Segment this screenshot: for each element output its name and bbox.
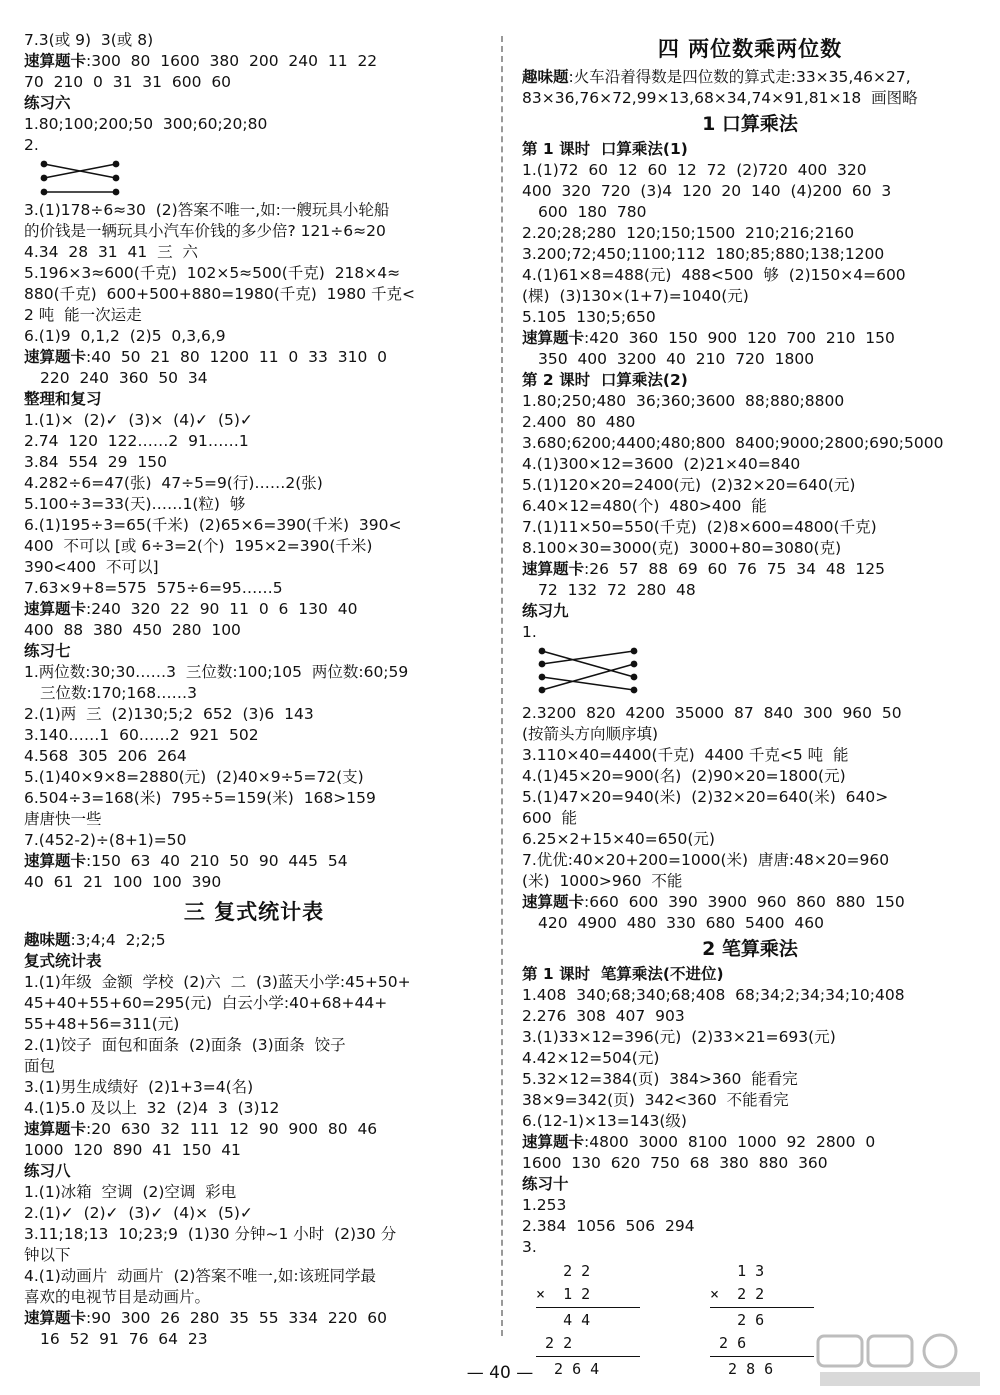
answer-line bbox=[24, 1203, 484, 1224]
answer-line bbox=[24, 51, 484, 72]
line-text: 喜欢的电视节目是动画片。 bbox=[24, 1288, 211, 1306]
answer-line bbox=[24, 872, 484, 893]
line-text: 练习七 bbox=[24, 642, 71, 660]
line-text: 1000 120 890 41 150 41 bbox=[24, 1141, 241, 1159]
answer-line bbox=[24, 788, 484, 809]
answer-line bbox=[522, 850, 978, 871]
line-text: :3;4;4 2;2;5 bbox=[70, 931, 166, 949]
matching-lines-figure bbox=[36, 158, 126, 198]
answer-line bbox=[24, 1245, 484, 1266]
answer-line bbox=[24, 200, 484, 221]
answer-line bbox=[24, 1077, 484, 1098]
line-text: 7.63×9+8=575 575÷6=95……5 bbox=[24, 579, 283, 597]
answer-line bbox=[24, 1140, 484, 1161]
answer-line bbox=[24, 767, 484, 788]
line-text: :26 57 88 69 60 76 75 34 48 125 bbox=[584, 560, 886, 578]
calc-row: 2 2 bbox=[536, 1262, 591, 1280]
answer-line bbox=[24, 1329, 484, 1350]
calc-rule bbox=[536, 1307, 640, 1308]
line-text: 唐唐快一些 bbox=[24, 810, 102, 828]
line-text: 83×36,76×72,99×13,68×34,74×91,81×18 画图略 bbox=[522, 89, 918, 107]
answer-line bbox=[24, 221, 484, 242]
line-text: :火车沿着得数是四位数的算式走:33×35,46×27, bbox=[568, 68, 911, 86]
answer-line bbox=[24, 347, 484, 368]
exercise-heading bbox=[24, 389, 484, 410]
answer-line bbox=[522, 703, 978, 724]
answer-line bbox=[24, 704, 484, 725]
line-text: 练习六 bbox=[24, 94, 71, 112]
answer-line bbox=[522, 1006, 978, 1027]
match-dot bbox=[113, 161, 120, 168]
answer-line bbox=[24, 930, 484, 951]
calc-row: 2 2 bbox=[536, 1334, 573, 1352]
line-text: 6.40×12=480(个) 480>400 能 bbox=[522, 497, 767, 515]
answer-line bbox=[24, 620, 484, 641]
answer-line bbox=[522, 559, 978, 580]
answer-line bbox=[522, 433, 978, 454]
exercise-heading bbox=[522, 601, 978, 622]
line-text: :300 80 1600 380 200 240 11 22 bbox=[86, 52, 378, 70]
line-text: 2. bbox=[24, 136, 39, 154]
match-line bbox=[542, 651, 634, 664]
calc-rule bbox=[536, 1356, 640, 1357]
page-number-value: 40 bbox=[489, 1363, 511, 1383]
answer-line bbox=[522, 1048, 978, 1069]
line-text: 2.3200 820 4200 35000 87 840 300 960 50 bbox=[522, 704, 902, 722]
answer-line bbox=[24, 368, 484, 389]
answer-line bbox=[24, 578, 484, 599]
answer-line bbox=[24, 326, 484, 347]
line-label: 速算题卡 bbox=[522, 1133, 585, 1151]
line-label: 趣味题 bbox=[522, 68, 569, 86]
line-text: :90 300 26 280 35 55 334 220 60 bbox=[86, 1309, 388, 1327]
answer-line bbox=[522, 829, 978, 850]
answer-line bbox=[522, 286, 978, 307]
answer-line bbox=[24, 851, 484, 872]
answer-line bbox=[24, 599, 484, 620]
line-text: 6.504÷3=168(米) 795÷5=159(米) 168>159 bbox=[24, 789, 376, 807]
line-text: 45+40+55+60=295(元) 白云小学:40+68+44+ bbox=[24, 994, 388, 1012]
answer-line bbox=[24, 972, 484, 993]
line-text: 4.42×12=504(元) bbox=[522, 1049, 660, 1067]
answer-line bbox=[522, 766, 978, 787]
answer-line bbox=[522, 1132, 978, 1153]
line-label: 速算题卡 bbox=[522, 560, 585, 578]
line-text: 5.(1)120×20=2400(元) (2)32×20=640(元) bbox=[522, 476, 856, 494]
answer-line bbox=[24, 242, 484, 263]
exercise-heading bbox=[24, 951, 484, 972]
answer-line bbox=[522, 1216, 978, 1237]
line-text: 72 132 72 280 48 bbox=[538, 581, 696, 599]
exercise-heading bbox=[24, 1161, 484, 1182]
line-text: 1. bbox=[522, 623, 537, 641]
line-text: 面包 bbox=[24, 1057, 56, 1075]
calc-row: 2 6 bbox=[710, 1311, 765, 1329]
line-text: 5.100÷3=33(天)……1(粒) 够 bbox=[24, 495, 246, 513]
line-text: 7.3(或 9) 3(或 8) bbox=[24, 31, 154, 49]
left-column bbox=[24, 30, 484, 1350]
exercise-heading bbox=[522, 1174, 978, 1195]
calc-rule bbox=[710, 1307, 814, 1308]
line-text: 3.(1)男生成绩好 (2)1+3=4(名) bbox=[24, 1078, 254, 1096]
line-text: 3.84 554 29 150 bbox=[24, 453, 167, 471]
line-label: 速算题卡 bbox=[24, 600, 87, 618]
line-text: (米) 1000>960 不能 bbox=[522, 872, 683, 890]
line-text: 4.(1)300×12=3600 (2)21×40=840 bbox=[522, 455, 801, 473]
answer-line bbox=[522, 223, 978, 244]
line-text: 1.(1)72 60 12 60 12 72 (2)720 400 320 bbox=[522, 161, 867, 179]
answer-line bbox=[24, 305, 484, 326]
answer-line bbox=[24, 993, 484, 1014]
calc-row: 1 3 bbox=[710, 1262, 765, 1280]
line-text: 3.11;18;13 10;23;9 (1)30 分钟~1 小时 (2)30 分 bbox=[24, 1225, 397, 1243]
line-text: :20 630 32 111 12 90 900 80 46 bbox=[86, 1120, 378, 1138]
line-text: 3.140……1 60……2 921 502 bbox=[24, 726, 259, 744]
line-text: 4.(1)5.0 及以上 32 (2)4 3 (3)12 bbox=[24, 1099, 280, 1117]
line-text: 6.25×2+15×40=650(元) bbox=[522, 830, 715, 848]
line-text: 6.(1)195÷3=65(千米) (2)65×6=390(千米) 390< bbox=[24, 516, 402, 534]
answer-line bbox=[522, 1111, 978, 1132]
answer-line bbox=[24, 410, 484, 431]
line-text: 5.(1)47×20=940(米) (2)32×20=640(米) 640> bbox=[522, 788, 889, 806]
answer-line bbox=[522, 808, 978, 829]
calc-row: 2 8 6 bbox=[710, 1360, 774, 1378]
answer-line bbox=[522, 454, 978, 475]
calc-row: 4 4 bbox=[536, 1311, 591, 1329]
answer-line bbox=[522, 1027, 978, 1048]
answer-line bbox=[24, 1182, 484, 1203]
answer-line bbox=[522, 724, 978, 745]
line-text: 3.680;6200;4400;480;800 8400;9000;2800;690;5000 bbox=[522, 434, 944, 452]
answer-line bbox=[522, 913, 978, 934]
answer-line bbox=[522, 517, 978, 538]
line-text: 38×9=342(页) 342<360 不能看完 bbox=[522, 1091, 789, 1109]
answer-line bbox=[522, 1153, 978, 1174]
line-text: 600 180 780 bbox=[538, 203, 647, 221]
line-text: 1.80;250;480 36;360;3600 88;880;8800 bbox=[522, 392, 845, 410]
line-text: 40 61 21 100 100 390 bbox=[24, 873, 222, 891]
answer-line bbox=[522, 580, 978, 601]
line-text: 1.408 340;68;340;68;408 68;34;2;34;34;10;408 bbox=[522, 986, 905, 1004]
line-text: 2.276 308 407 903 bbox=[522, 1007, 685, 1025]
match-dot bbox=[539, 661, 546, 668]
answer-line bbox=[522, 1090, 978, 1111]
answer-line bbox=[522, 202, 978, 223]
answer-line bbox=[522, 265, 978, 286]
match-dot bbox=[631, 687, 638, 694]
calc-row: × 1 2 bbox=[536, 1285, 591, 1303]
line-text: 1.(1)年级 金额 学校 (2)六 二 (3)蓝天小学:45+50+ bbox=[24, 973, 411, 991]
line-text: 1.253 bbox=[522, 1196, 567, 1214]
answer-line bbox=[522, 985, 978, 1006]
answer-line bbox=[24, 557, 484, 578]
line-text: 练习九 bbox=[522, 602, 569, 620]
match-dot bbox=[113, 175, 120, 182]
line-text: 4.(1)45×20=900(名) (2)90×20=1800(元) bbox=[522, 767, 846, 785]
line-text: 1600 130 620 750 68 380 880 360 bbox=[522, 1154, 828, 1172]
line-text: 6.(12-1)×13=143(级) bbox=[522, 1112, 687, 1130]
chapter-title bbox=[24, 897, 484, 927]
line-text: :660 600 390 3900 960 860 880 150 bbox=[584, 893, 905, 911]
answer-line bbox=[24, 473, 484, 494]
line-label: 速算题卡 bbox=[24, 348, 87, 366]
line-text: 2.74 120 122……2 91……1 bbox=[24, 432, 249, 450]
match-dot bbox=[631, 661, 638, 668]
line-text: 420 4900 480 330 680 5400 460 bbox=[538, 914, 824, 932]
answer-line bbox=[522, 745, 978, 766]
line-text: 4.282÷6=47(张) 47÷5=9(行)……2(张) bbox=[24, 474, 323, 492]
line-label: 趣味题 bbox=[24, 931, 71, 949]
line-text: :150 63 40 210 50 90 445 54 bbox=[86, 852, 348, 870]
line-text: 1.80;100;200;50 300;60;20;80 bbox=[24, 115, 268, 133]
answer-line bbox=[522, 328, 978, 349]
line-text: 2 吨 能一次运走 bbox=[24, 306, 142, 324]
line-text: 4.568 305 206 264 bbox=[24, 747, 187, 765]
answer-line bbox=[24, 263, 484, 284]
line-text: 220 240 360 50 34 bbox=[40, 369, 208, 387]
line-text: 7.(1)11×50=550(千克) (2)8×600=4800(千克) bbox=[522, 518, 877, 536]
answer-line bbox=[24, 1014, 484, 1035]
answer-line bbox=[24, 431, 484, 452]
answer-line bbox=[24, 809, 484, 830]
line-text: 三位数:170;168……3 bbox=[40, 684, 197, 702]
exercise-heading bbox=[522, 964, 978, 985]
line-text: 3.200;72;450;1100;112 180;85;880;138;1200 bbox=[522, 245, 885, 263]
line-text: 55+48+56=311(元) bbox=[24, 1015, 180, 1033]
answer-line bbox=[522, 1195, 978, 1216]
line-text: 2.384 1056 506 294 bbox=[522, 1217, 695, 1235]
line-text: 350 400 3200 40 210 720 1800 bbox=[538, 350, 815, 368]
line-text: 8.100×30=3000(克) 3000+80=3080(克) bbox=[522, 539, 842, 557]
right-column bbox=[522, 30, 978, 1381]
matching-lines-figure bbox=[534, 645, 644, 701]
line-text: (按箭头方向顺序填) bbox=[522, 725, 659, 743]
line-text: 2.(1)两 三 (2)130;5;2 652 (3)6 143 bbox=[24, 705, 314, 723]
answer-line bbox=[522, 892, 978, 913]
line-text: 1 口算乘法 bbox=[702, 113, 798, 135]
line-text: 1.(1)冰箱 空调 (2)空调 彩电 bbox=[24, 1183, 237, 1201]
answer-line bbox=[24, 746, 484, 767]
answer-line bbox=[24, 135, 484, 156]
answer-line bbox=[24, 683, 484, 704]
line-text: 600 能 bbox=[522, 809, 577, 827]
line-text: 2.20;28;280 120;150;1500 210;216;2160 bbox=[522, 224, 855, 242]
line-text: :240 320 22 90 11 0 6 130 40 bbox=[86, 600, 358, 618]
answer-line bbox=[522, 349, 978, 370]
answer-line bbox=[24, 830, 484, 851]
answer-line bbox=[522, 391, 978, 412]
line-text: 3.110×40=4400(千克) 4400 千克<5 吨 能 bbox=[522, 746, 849, 764]
line-text: (棵) (3)130×(1+7)=1040(元) bbox=[522, 287, 749, 305]
line-label: 速算题卡 bbox=[24, 1309, 87, 1327]
answer-line bbox=[522, 1069, 978, 1090]
match-line bbox=[542, 677, 634, 690]
line-text: 第 1 课时 笔算乘法(不进位) bbox=[522, 965, 724, 983]
line-text: 4.34 28 31 41 三 六 bbox=[24, 243, 198, 261]
answer-line bbox=[24, 1119, 484, 1140]
match-line bbox=[542, 664, 634, 690]
line-text: 2 笔算乘法 bbox=[702, 938, 798, 960]
match-dot bbox=[113, 189, 120, 196]
exercise-heading bbox=[522, 370, 978, 391]
line-text: :420 360 150 900 120 700 210 150 bbox=[584, 329, 895, 347]
match-dot bbox=[539, 674, 546, 681]
line-text: 5.196×3≈600(千克) 102×5≈500(千克) 218×4≈ bbox=[24, 264, 401, 282]
line-label: 速算题卡 bbox=[24, 52, 87, 70]
calc-row: 2 6 bbox=[710, 1334, 747, 1352]
calc-rule bbox=[710, 1356, 814, 1357]
section-title bbox=[522, 111, 978, 137]
answer-line bbox=[24, 30, 484, 51]
line-label: 速算题卡 bbox=[24, 1120, 87, 1138]
line-text: 7.(452-2)÷(8+1)=50 bbox=[24, 831, 187, 849]
answer-line bbox=[522, 67, 978, 88]
answer-line bbox=[24, 114, 484, 135]
line-text: 的价钱是一辆玩具小汽车价钱的多少倍? 121÷6≈20 bbox=[24, 222, 386, 240]
answer-line bbox=[24, 1308, 484, 1329]
line-text: 3.(1)178÷6≈30 (2)答案不唯一,如:一艘玩具小轮船 bbox=[24, 201, 390, 219]
answer-line bbox=[24, 72, 484, 93]
line-label: 速算题卡 bbox=[522, 893, 585, 911]
line-label: 速算题卡 bbox=[522, 329, 585, 347]
line-text: 7.优优:40×20+200=1000(米) 唐唐:48×20=960 bbox=[522, 851, 890, 869]
section-title bbox=[522, 936, 978, 962]
match-dot bbox=[631, 648, 638, 655]
answer-line bbox=[24, 452, 484, 473]
line-text: 400 不可以 [或 6÷3=2(个) 195×2=390(千米) bbox=[24, 537, 373, 555]
line-text: 2.(1)✓ (2)✓ (3)✓ (4)× (5)✓ bbox=[24, 1204, 253, 1222]
answer-line bbox=[522, 1237, 978, 1258]
line-text: 3. bbox=[522, 1238, 537, 1256]
match-dot bbox=[41, 161, 48, 168]
answer-line bbox=[24, 1224, 484, 1245]
line-text: :4800 3000 8100 1000 92 2800 0 bbox=[584, 1133, 876, 1151]
line-text: 390<400 不可以] bbox=[24, 558, 159, 576]
line-text: 400 88 380 450 280 100 bbox=[24, 621, 241, 639]
answer-line bbox=[24, 1056, 484, 1077]
line-text: 4.(1)动画片 动画片 (2)答案不唯一,如:该班同学最 bbox=[24, 1267, 377, 1285]
answer-line bbox=[522, 88, 978, 109]
answer-line bbox=[24, 494, 484, 515]
line-text: 70 210 0 31 31 600 60 bbox=[24, 73, 232, 91]
answer-line bbox=[24, 536, 484, 557]
answer-line bbox=[24, 1035, 484, 1056]
exercise-heading bbox=[24, 641, 484, 662]
answer-line bbox=[522, 871, 978, 892]
line-text: 整理和复习 bbox=[24, 390, 102, 408]
line-text: 5.32×12=384(页) 384>360 能看完 bbox=[522, 1070, 798, 1088]
line-text: 2.400 80 480 bbox=[522, 413, 636, 431]
line-text: 400 320 720 (3)4 120 20 140 (4)200 60 3 bbox=[522, 182, 892, 200]
answer-line bbox=[522, 412, 978, 433]
answer-line bbox=[24, 662, 484, 683]
line-text: 四 两位数乘两位数 bbox=[657, 37, 843, 61]
watermark-logo bbox=[816, 1332, 984, 1390]
chapter-title bbox=[522, 34, 978, 64]
line-label: 速算题卡 bbox=[24, 852, 87, 870]
line-text: :40 50 21 80 1200 11 0 33 310 0 bbox=[86, 348, 388, 366]
answer-line bbox=[522, 496, 978, 517]
match-dot bbox=[539, 687, 546, 694]
match-line bbox=[542, 651, 634, 677]
page-number: — 40 — bbox=[466, 1363, 534, 1383]
line-text: 练习十 bbox=[522, 1175, 569, 1193]
exercise-heading bbox=[24, 93, 484, 114]
calc-row: 2 6 4 bbox=[536, 1360, 600, 1378]
answer-line bbox=[522, 538, 978, 559]
line-text: 4.(1)61×8=488(元) 488<500 够 (2)150×4=600 bbox=[522, 266, 906, 284]
line-text: 钟以下 bbox=[24, 1246, 71, 1264]
answer-line bbox=[522, 160, 978, 181]
answer-line bbox=[522, 622, 978, 643]
answer-line bbox=[24, 725, 484, 746]
column-divider bbox=[501, 36, 503, 1336]
answer-line bbox=[522, 307, 978, 328]
line-text: 880(千克) 600+500+880=1980(千克) 1980 千克< bbox=[24, 285, 416, 303]
answer-line bbox=[24, 1287, 484, 1308]
exercise-heading bbox=[522, 139, 978, 160]
line-text: 三 复式统计表 bbox=[183, 900, 325, 924]
line-text: 6.(1)9 0,1,2 (2)5 0,3,6,9 bbox=[24, 327, 226, 345]
calc-row: × 2 2 bbox=[710, 1285, 765, 1303]
answer-line bbox=[24, 515, 484, 536]
line-text: 5.(1)40×9×8=2880(元) (2)40×9÷5=72(支) bbox=[24, 768, 364, 786]
line-text: 1.两位数:30;30……3 三位数:100;105 两位数:60;59 bbox=[24, 663, 409, 681]
line-text: 3.(1)33×12=396(元) (2)33×21=693(元) bbox=[522, 1028, 836, 1046]
line-text: 1.(1)× (2)✓ (3)× (4)✓ (5)✓ bbox=[24, 411, 253, 429]
answer-line bbox=[522, 787, 978, 808]
match-dot bbox=[631, 674, 638, 681]
answer-line bbox=[522, 475, 978, 496]
line-text: 5.105 130;5;650 bbox=[522, 308, 656, 326]
match-dot bbox=[539, 648, 546, 655]
match-dot bbox=[41, 189, 48, 196]
match-dot bbox=[41, 175, 48, 182]
answer-line bbox=[24, 1266, 484, 1287]
answer-line bbox=[522, 244, 978, 265]
line-text: 练习八 bbox=[24, 1162, 71, 1180]
line-text: 第 1 课时 口算乘法(1) bbox=[522, 140, 688, 158]
line-text: 复式统计表 bbox=[24, 952, 102, 970]
line-text: 2.(1)饺子 面包和面条 (2)面条 (3)面条 饺子 bbox=[24, 1036, 346, 1054]
answer-line bbox=[24, 1098, 484, 1119]
line-text: 16 52 91 76 64 23 bbox=[40, 1330, 208, 1348]
line-text: 第 2 课时 口算乘法(2) bbox=[522, 371, 688, 389]
answer-line bbox=[24, 284, 484, 305]
answer-line bbox=[522, 181, 978, 202]
